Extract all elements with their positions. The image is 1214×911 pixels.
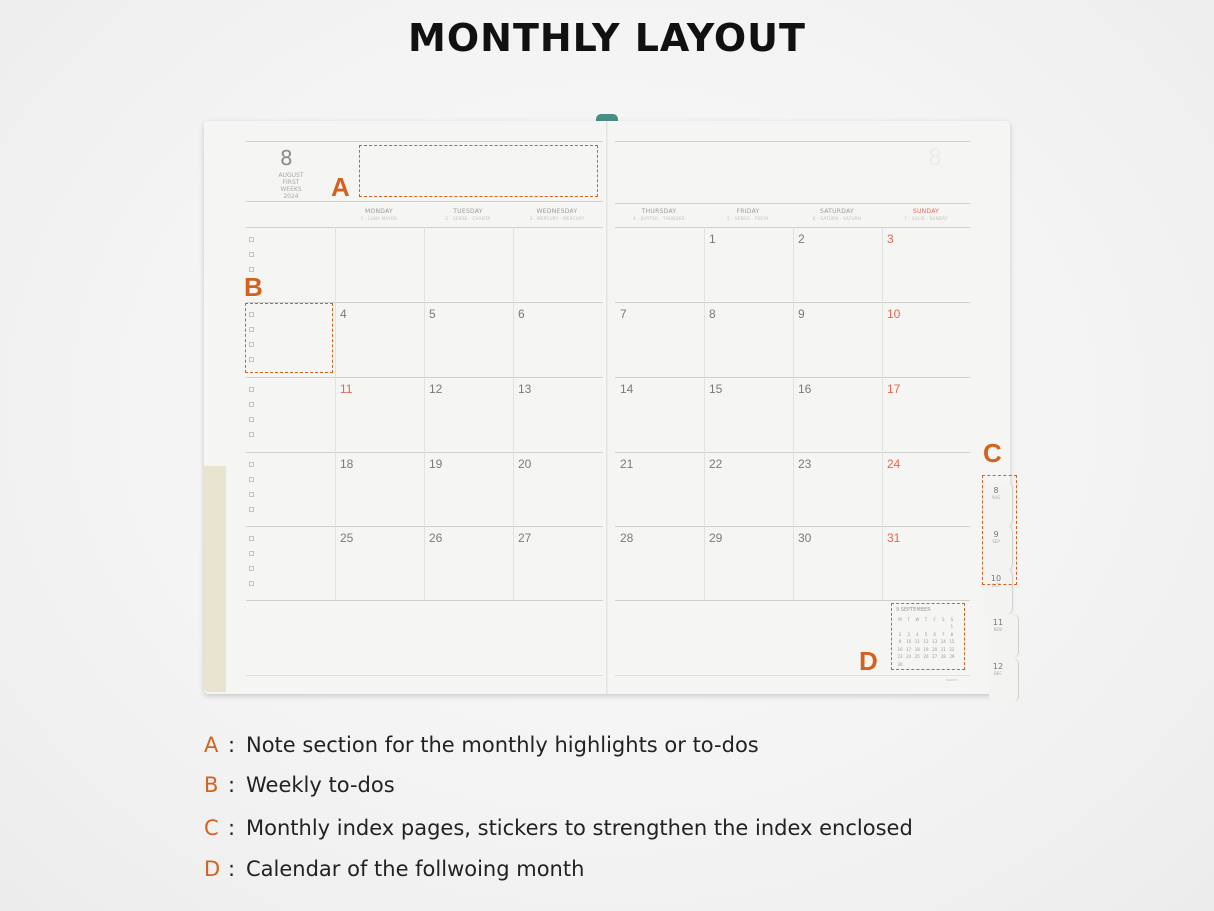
- month-subtitle-text: FIRST WEEKS: [280, 179, 302, 193]
- date-cell-9: 9: [798, 307, 805, 321]
- date-cell-21: 21: [620, 457, 634, 471]
- weekly-todo-checkbox: [249, 566, 254, 571]
- month-number: 8: [280, 146, 293, 170]
- date-cell-18: 18: [340, 457, 354, 471]
- page-title: MONTHLY LAYOUT: [408, 16, 806, 60]
- header-bottom-line: [615, 203, 970, 204]
- legend-item-a: A : Note section for the monthly highlights or to-dos: [204, 733, 759, 757]
- month-subtitle: [275, 172, 307, 200]
- date-cell-31: 31: [887, 531, 901, 545]
- day-header-saturday: SATURDAY 6 · SATURN · SATURN: [812, 208, 862, 221]
- month-ghost-number: 8: [928, 146, 942, 171]
- date-cell-19: 19: [429, 457, 443, 471]
- date-cell-25: 25: [340, 531, 354, 545]
- date-cell-22: 22: [709, 457, 723, 471]
- day-divider: [704, 227, 705, 600]
- day-header-tuesday: TUESDAY 2 · SENSE · CHANTA: [445, 208, 491, 221]
- date-cell-20: 20: [518, 457, 532, 471]
- date-cell-29: 29: [709, 531, 723, 545]
- callout-a-box: [359, 145, 598, 197]
- day-header-thursday: THURSDAY 4 · JUPITER · THUNDER: [633, 208, 685, 221]
- mini-cal-week: 23 24 25 26 27 28 29: [897, 654, 955, 659]
- footer-line: [615, 675, 970, 676]
- day-divider: [513, 227, 514, 600]
- weekly-todo-checkbox: [249, 551, 254, 556]
- header-top-line: [246, 141, 603, 142]
- legend-desc: Weekly to-dos: [246, 773, 395, 797]
- weekly-todo-checkbox: [249, 477, 254, 482]
- date-cell-1: 1: [709, 232, 716, 246]
- date-cell-30: 30: [798, 531, 812, 545]
- mini-cal-weekdays: M T W T F S S: [898, 616, 954, 622]
- legend-key: B: [204, 773, 219, 797]
- day-header-monday: MONDAY 1 · LUNA MAYOR: [360, 208, 398, 221]
- weekly-todo-checkbox: [249, 237, 254, 242]
- mini-cal-week: 16 17 18 19 20 21 22: [897, 646, 955, 652]
- footer-line: [246, 675, 603, 676]
- header-top-line: [615, 141, 970, 142]
- day-divider: [424, 227, 425, 600]
- date-cell-7: 7: [620, 307, 627, 321]
- legend-item-d: D : Calendar of the follwoing month: [204, 857, 585, 881]
- weekly-todo-checkbox: [249, 417, 254, 422]
- planner-spine: [606, 121, 608, 694]
- weekly-todo-checkbox: [249, 402, 254, 407]
- date-cell-13: 13: [518, 382, 532, 396]
- date-cell-15: 15: [709, 382, 723, 396]
- index-tab-label: 11 NOV: [992, 618, 1004, 632]
- legend-desc: Monthly index pages, stickers to strengthen the index enclosed: [246, 816, 913, 840]
- day-header-friday: FRIDAY 5 · VENUS · FREYA: [727, 208, 769, 221]
- index-tab-label: 8 AUG: [991, 486, 1001, 500]
- date-cell-26: 26: [429, 531, 443, 545]
- legend-desc: Calendar of the follwoing month: [246, 857, 585, 881]
- date-cell-3: 3: [887, 232, 894, 246]
- date-cell-14: 14: [620, 382, 634, 396]
- day-divider: [882, 227, 883, 600]
- date-cell-16: 16: [798, 382, 812, 396]
- weekly-todo-checkbox: [249, 462, 254, 467]
- callout-b-label: B: [244, 272, 263, 302]
- date-cell-24: 24: [887, 457, 901, 471]
- callout-d-box: [891, 603, 965, 670]
- mini-cal-week: 30: [897, 661, 903, 667]
- date-cell-4: 4: [340, 307, 347, 321]
- mini-cal-week: 9 10 11 12 13 14 15: [898, 639, 955, 644]
- callout-d-label: D: [859, 646, 878, 676]
- next-month-header: 9 SEPTEMBER: [896, 607, 931, 613]
- back-pocket: [204, 466, 226, 692]
- weekly-todo-checkbox: [249, 507, 254, 512]
- legend-key: D: [204, 857, 221, 881]
- date-cell-6: 6: [518, 307, 525, 321]
- day-divider: [793, 227, 794, 600]
- date-cell-5: 5: [429, 307, 436, 321]
- mini-cal-week: 2 3 4 5 6 7 8: [898, 631, 954, 637]
- index-tab-label: 9 SEP: [992, 530, 1000, 544]
- weekly-todo-checkbox: [249, 492, 254, 497]
- legend-desc: Note section for the monthly highlights or to-dos: [246, 733, 759, 757]
- day-divider: [335, 227, 336, 600]
- legend-key: A: [204, 733, 219, 757]
- date-cell-2: 2: [798, 232, 805, 246]
- callout-c-box: [982, 475, 1017, 585]
- day-header-wednesday: WEDNESDAY 3 · MERCURY · MERCURY: [529, 208, 585, 221]
- date-cell-23: 23: [798, 457, 812, 471]
- legend-item-c: C : Monthly index pages, stickers to strengthen the index enclosed: [204, 816, 913, 840]
- day-header-sunday: SUNDAY 7 · SOLIS · SUNDAY: [904, 208, 948, 221]
- week-line: [246, 600, 603, 601]
- weekly-todo-checkbox: [249, 581, 254, 586]
- callout-a-label: A: [331, 172, 350, 202]
- index-tab-label: 10 OCT: [990, 574, 1002, 588]
- date-cell-8: 8: [709, 307, 716, 321]
- date-cell-10: 10: [887, 307, 901, 321]
- index-tab-label: 12 DEC: [992, 662, 1004, 676]
- week-line: [615, 600, 970, 601]
- date-cell-27: 27: [518, 531, 532, 545]
- brand-mark: MARK'S: [946, 678, 958, 682]
- month-name: AUGUST: [278, 172, 304, 179]
- legend-key: C: [204, 816, 219, 840]
- callout-b-box: [245, 303, 333, 373]
- weekly-todo-checkbox: [249, 432, 254, 437]
- weekly-todo-checkbox: [249, 536, 254, 541]
- weekly-todo-checkbox: [249, 252, 254, 257]
- date-cell-28: 28: [620, 531, 634, 545]
- header-bottom-line: [246, 201, 603, 202]
- date-cell-11: 11: [340, 382, 353, 396]
- month-year: 2024: [283, 193, 299, 200]
- weekly-todo-checkbox: [249, 387, 254, 392]
- date-cell-12: 12: [429, 382, 443, 396]
- legend-item-b: B : Weekly to-dos: [204, 773, 395, 797]
- mini-cal-week: 1: [950, 624, 954, 629]
- date-cell-17: 17: [887, 382, 901, 396]
- callout-c-label: C: [983, 438, 1002, 468]
